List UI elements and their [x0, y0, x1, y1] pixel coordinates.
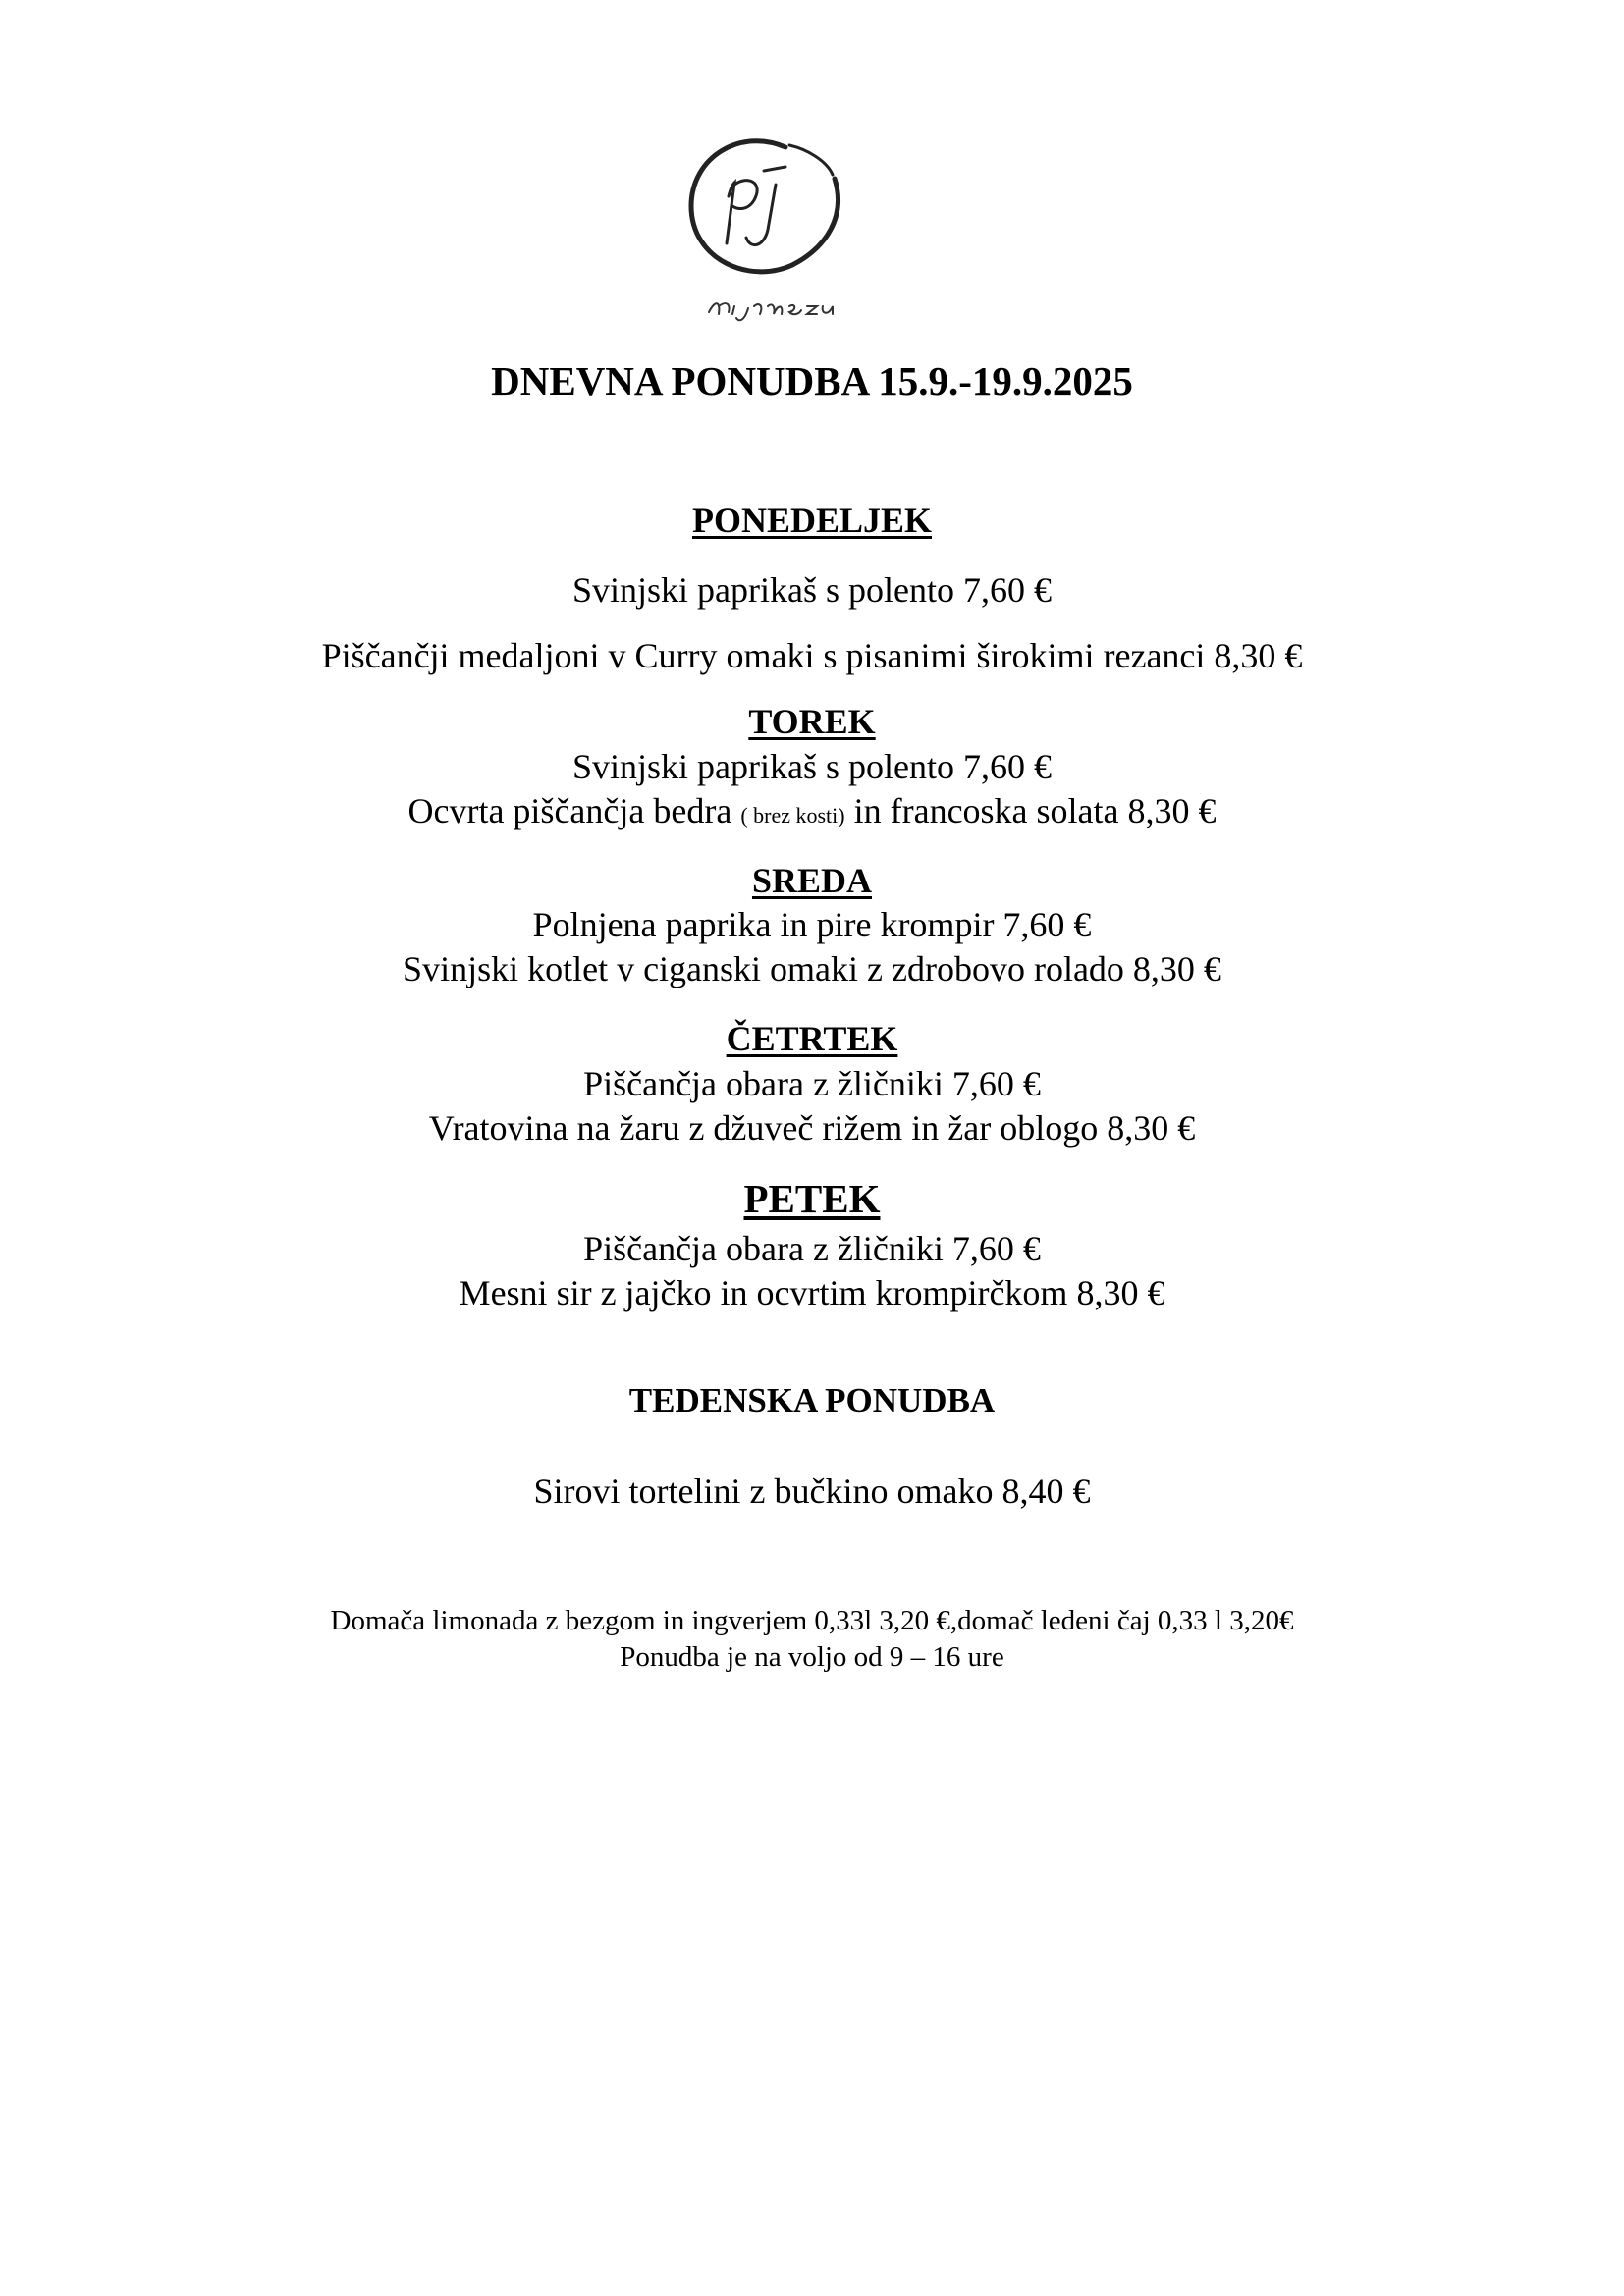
restaurant-logo: [670, 128, 866, 329]
day-heading-thursday: ČETRTEK: [726, 1019, 898, 1058]
day-heading-tuesday: TOREK: [748, 702, 876, 741]
page-title: DNEVNA PONUDBA 15.9.-19.9.2025: [491, 358, 1133, 403]
weekly-offer-item: Sirovi tortelini z bučkino omako 8,40 €: [533, 1471, 1091, 1511]
menu-item-note: ( brez kosti): [740, 803, 845, 828]
menu-item: Piščančja obara z žličniki 7,60 €: [583, 1229, 1041, 1268]
menu-item: Vratovina na žaru z džuveč rižem in žar oblogo 8,30 €: [428, 1108, 1196, 1148]
day-heading-friday: PETEK: [743, 1176, 881, 1221]
day-heading-monday: PONEDELJEK: [691, 501, 933, 540]
menu-item: Mesni sir z jajčko in ocvrtim krompirčkom 8,30 €: [459, 1273, 1165, 1312]
menu-item: Svinjski kotlet v ciganski omaki z zdrobovo rolado 8,30 €: [403, 949, 1221, 988]
menu-item: Polnjena paprika in pire krompir 7,60 €: [532, 905, 1092, 944]
menu-item: Piščančji medaljoni v Curry omaki s pisanimi širokimi rezanci 8,30 €: [321, 636, 1303, 675]
drinks-note: Domača limonada z bezgom in ingverjem 0,33l 3,20 €,domač ledeni čaj 0,33 l 3,20€: [330, 1605, 1294, 1636]
hours-note: Ponudba je na voljo od 9 – 16 ure: [620, 1641, 1004, 1673]
day-heading-wednesday: SREDA: [751, 861, 873, 900]
weekly-offer-heading: TEDENSKA PONUDBA: [628, 1381, 996, 1419]
menu-item: Svinjski paprikaš s polento 7,60 €: [572, 747, 1052, 786]
menu-item-text: in francoska solata 8,30 €: [844, 791, 1217, 830]
menu-item-text: Ocvrta piščančja bedra: [407, 791, 741, 830]
menu-item: Piščančja obara z žličniki 7,60 €: [583, 1064, 1041, 1103]
menu-item: [0, 790, 1624, 831]
menu-item: Svinjski paprikaš s polento 7,60 €: [572, 570, 1052, 610]
